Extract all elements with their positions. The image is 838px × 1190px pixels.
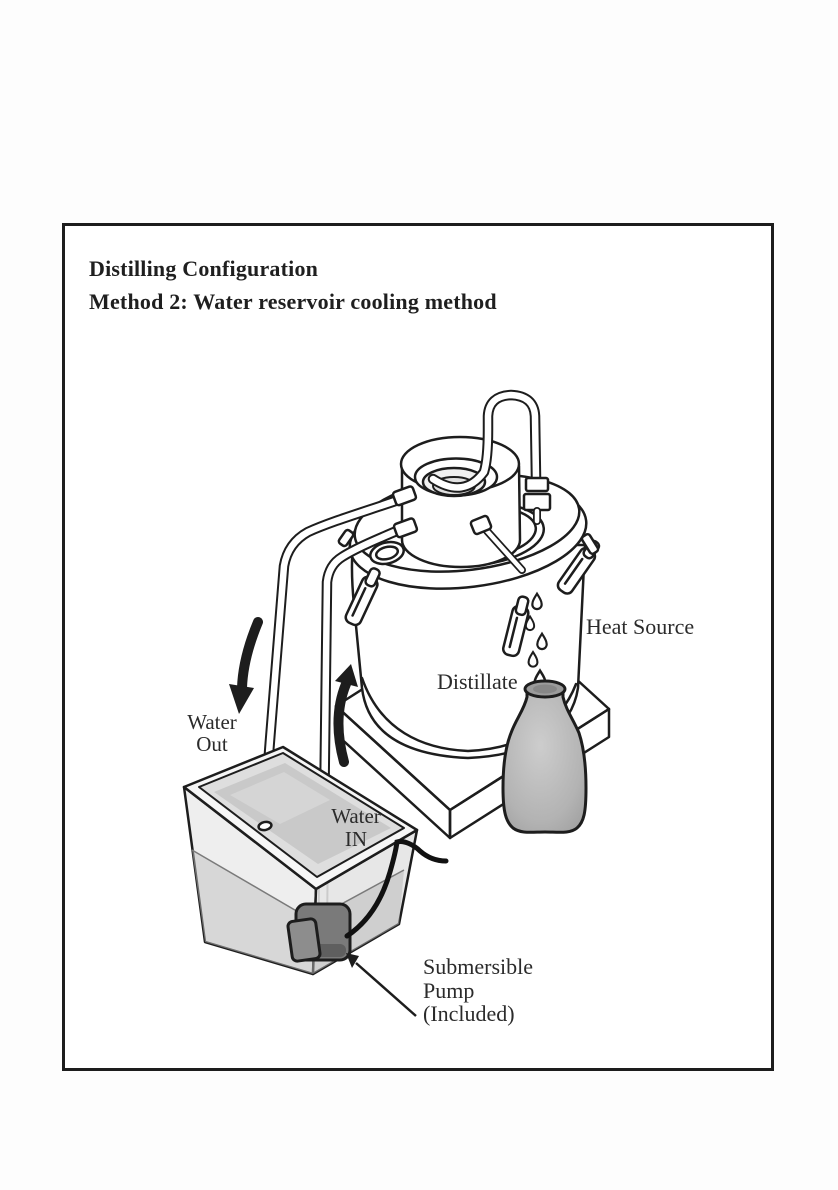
label-water-in-1: Water bbox=[331, 804, 381, 828]
label-distillate: Distillate bbox=[437, 669, 518, 694]
label-pump-3: (Included) bbox=[423, 1001, 515, 1026]
flow-arrow-water-out bbox=[229, 622, 258, 714]
page-title: Distilling Configuration bbox=[89, 256, 319, 281]
label-heat-source: Heat Source bbox=[586, 614, 695, 639]
label-water-out-2: Out bbox=[196, 732, 228, 756]
pump-pointer-arrow bbox=[346, 953, 416, 1016]
page-subtitle: Method 2: Water reservoir cooling method bbox=[89, 289, 497, 314]
label-pump-2: Pump bbox=[423, 978, 475, 1003]
label-pump-1: Submersible bbox=[423, 954, 533, 979]
label-water-in-2: IN bbox=[344, 827, 368, 851]
label-water-out-1: Water bbox=[187, 710, 237, 734]
flow-arrow-water-in bbox=[335, 664, 358, 762]
